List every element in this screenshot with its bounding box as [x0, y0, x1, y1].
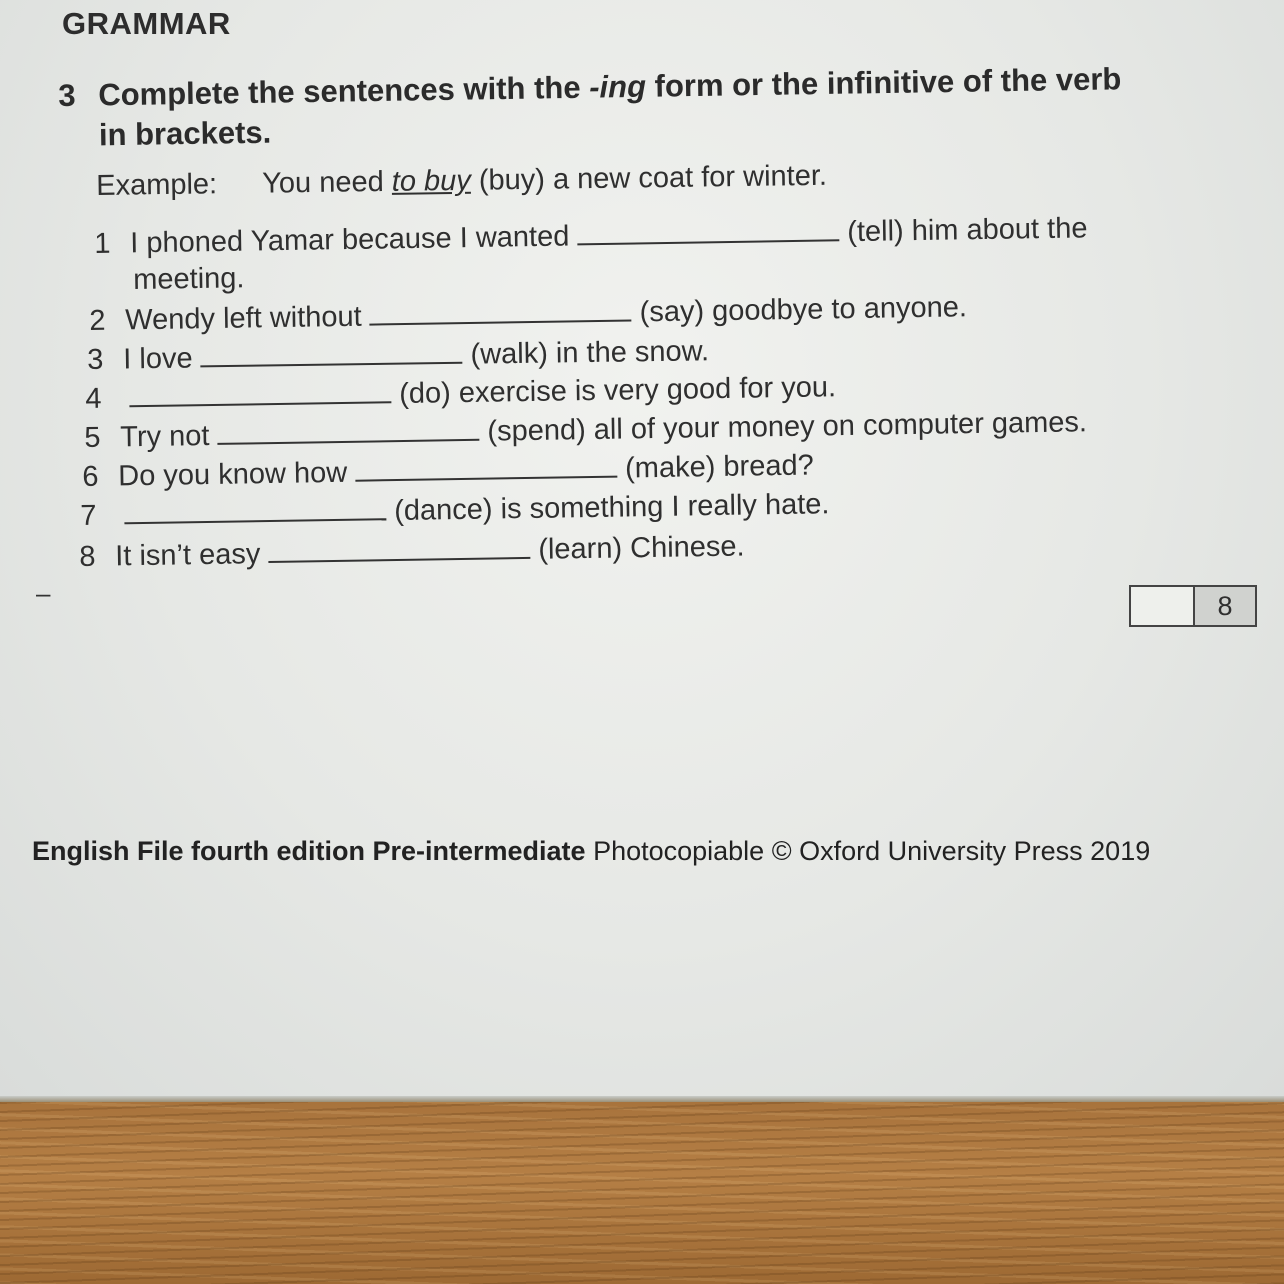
example-after: (buy) a new coat for winter. — [470, 159, 828, 197]
item-text-before: Try not — [120, 420, 210, 454]
item-text-continued: meeting. — [133, 262, 245, 296]
item-text-before: It isn’t easy — [115, 538, 261, 573]
item-number: 7 — [80, 499, 97, 532]
instruction-text-2: form or the infinitive of the verb — [645, 61, 1122, 104]
exercise-item-8 — [79, 528, 745, 574]
item-text-after: (spend) all of your money on computer games. — [487, 406, 1088, 448]
item-number: 2 — [89, 304, 106, 337]
exercise-instruction — [58, 57, 1259, 156]
item-number: 8 — [79, 540, 96, 573]
item-text-before: Do you know how — [118, 456, 348, 493]
item-number: 1 — [94, 227, 111, 260]
footer-copyright: Photocopiable © Oxford University Press 2019 — [585, 836, 1151, 866]
example-sentence — [96, 160, 827, 203]
exercise-item-1-continued — [133, 262, 245, 297]
exercise-number: 3 — [58, 77, 76, 113]
example-label: Example: — [96, 168, 218, 202]
item-number: 4 — [85, 382, 102, 415]
margin-mark: – — [36, 578, 51, 608]
item-text-after: (walk) in the snow. — [470, 335, 710, 371]
answer-blank[interactable] — [369, 293, 631, 325]
answer-blank[interactable] — [200, 336, 462, 368]
answer-blank[interactable] — [355, 450, 617, 482]
item-text-after: (make) bread? — [624, 449, 814, 485]
score-total: 8 — [1195, 587, 1255, 625]
exercise-item-3 — [87, 332, 709, 377]
example-answer: to buy — [391, 164, 471, 198]
answer-blank[interactable] — [577, 213, 839, 245]
item-text-after: (dance) is something I really hate. — [394, 488, 830, 528]
wooden-table — [0, 1102, 1284, 1284]
instruction-italic: -ing — [588, 68, 647, 105]
item-text-after: (say) goodbye to anyone. — [639, 291, 968, 329]
exercise-item-2 — [89, 288, 967, 338]
item-text-before: I phoned Yamar because I wanted — [130, 220, 570, 260]
item-text-before: I love — [123, 342, 193, 376]
instruction-line-2: in brackets. — [98, 114, 272, 153]
item-number: 5 — [84, 421, 101, 454]
item-number: 3 — [87, 343, 104, 376]
answer-blank[interactable] — [129, 375, 391, 407]
footer-book-title: English File fourth edition Pre-intermediate — [32, 836, 586, 866]
answer-blank[interactable] — [217, 413, 479, 445]
exercise-item-1 — [94, 209, 1088, 261]
score-earned-field[interactable] — [1131, 587, 1195, 625]
copyright-footer — [32, 836, 1150, 867]
section-title: GRAMMAR — [62, 6, 231, 41]
item-text-before: Wendy left without — [125, 300, 362, 337]
instruction-text-1: Complete the sentences with the — [98, 69, 590, 113]
item-text-after: (tell) him about the — [847, 212, 1088, 249]
exercise-item-7 — [80, 485, 830, 533]
score-box — [1129, 585, 1257, 627]
item-number: 6 — [82, 460, 99, 493]
example-before: You need — [261, 165, 392, 200]
answer-blank[interactable] — [268, 531, 530, 563]
item-text-after: (do) exercise is very good for you. — [399, 371, 837, 411]
item-text-after: (learn) Chinese. — [538, 530, 745, 566]
answer-blank[interactable] — [124, 492, 386, 524]
